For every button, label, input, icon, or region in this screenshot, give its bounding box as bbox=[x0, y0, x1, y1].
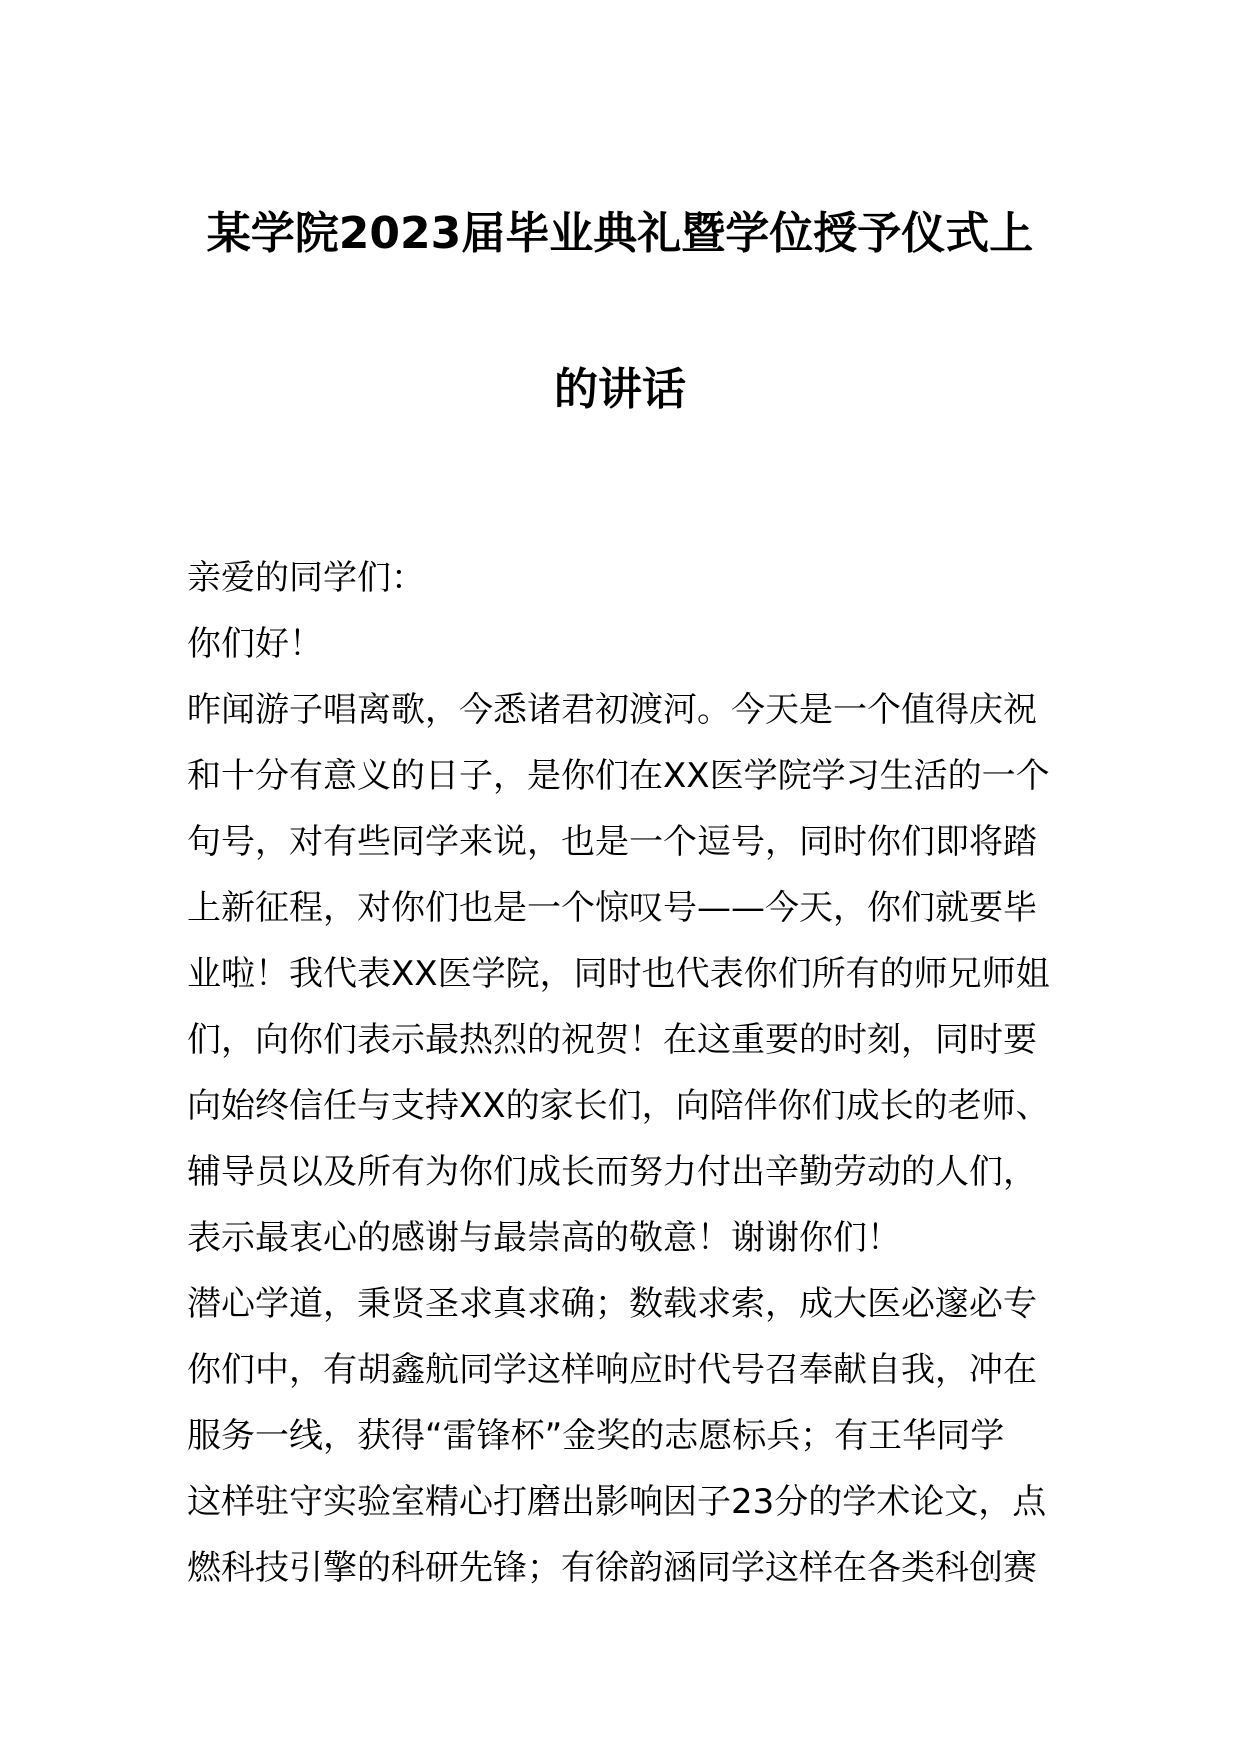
salutation: 亲爱的同学们： bbox=[187, 558, 425, 598]
title-line-2: 的讲话 bbox=[554, 364, 686, 415]
body-line: 向始终信任与支持XX的家长们，向陪伴你们成长的老师、 bbox=[187, 1086, 1050, 1126]
body-line: 表示最衷心的感谢与最崇高的敬意！谢谢你们！ bbox=[187, 1218, 901, 1258]
body-line: 和十分有意义的日子，是你们在XX医学院学习生活的一个 bbox=[187, 756, 1050, 796]
body-line: 辅导员以及所有为你们成长而努力付出辛勤劳动的人们， bbox=[187, 1152, 1037, 1192]
body-line: 业啦！我代表XX医学院，同时也代表你们所有的师兄师姐 bbox=[187, 954, 1050, 994]
body-line: 服务一线，获得“雷锋杯”金奖的志愿标兵；有王华同学 bbox=[187, 1416, 1005, 1456]
body-line: 你们中，有胡鑫航同学这样响应时代号召奉献自我，冲在 bbox=[187, 1350, 1037, 1390]
body-line: 上新征程，对你们也是一个惊叹号——今天，你们就要毕 bbox=[187, 888, 1037, 928]
body-line: 昨闻游子唱离歌，今悉诸君初渡河。今天是一个值得庆祝 bbox=[187, 690, 1037, 730]
body-line: 句号，对有些同学来说，也是一个逗号，同时你们即将踏 bbox=[187, 822, 1037, 862]
greeting: 你们好！ bbox=[187, 624, 323, 664]
body-line: 潜心学道，秉贤圣求真求确；数载求索，成大医必邃必专 bbox=[187, 1284, 1037, 1324]
title-line-1: 某学院2023届毕业典礼暨学位授予仪式上 bbox=[206, 208, 1034, 259]
body-line: 这样驻守实验室精心打磨出影响因子23分的学术论文，点 bbox=[187, 1482, 1047, 1522]
body-line: 们，向你们表示最热烈的祝贺！在这重要的时刻，同时要 bbox=[187, 1020, 1037, 1060]
body-line: 燃科技引擎的科研先锋；有徐韵涵同学这样在各类科创赛 bbox=[187, 1548, 1037, 1588]
